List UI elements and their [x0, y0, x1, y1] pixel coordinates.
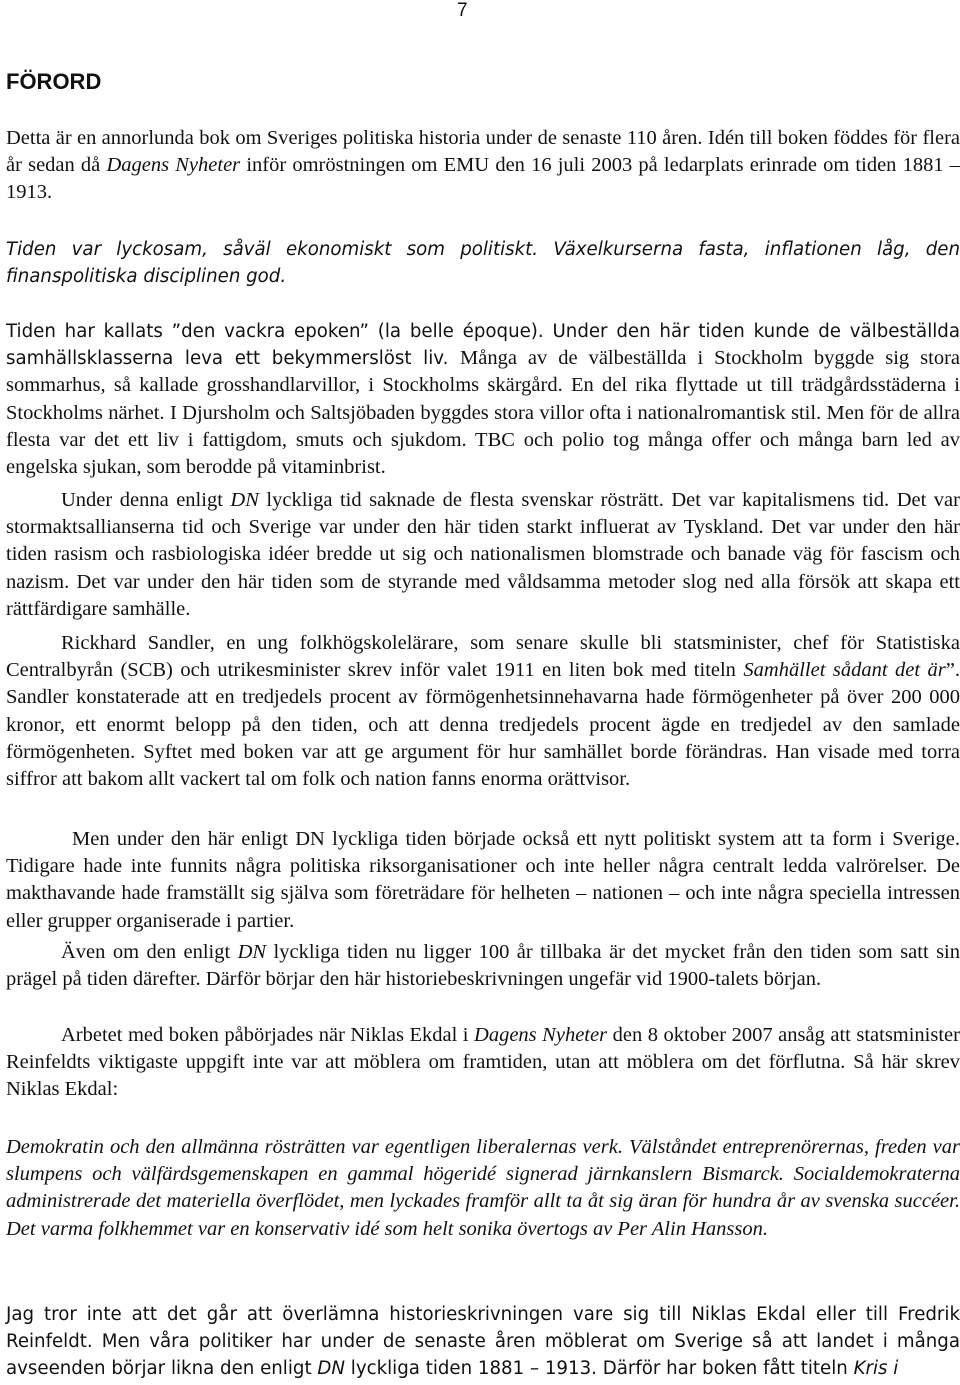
- paragraph-voting-rights-dn: DN: [230, 489, 259, 511]
- paragraph-voting-rights: [6, 487, 960, 623]
- paragraph-intro: [6, 125, 960, 207]
- paragraph-conclusion-title: Kris i: [853, 1358, 899, 1380]
- paragraph-belle-epoque-sans: Tiden har kallats ”den vackra epoken” (la belle époque). Under den här tiden kunde de välbeställda samhällsklasserna leva ett bekymmerslöst liv.: [6, 321, 960, 370]
- paragraph-sandler-a: Rickhard Sandler, en ung folkhögskolelärare, som senare skulle bli statsminister, chef för Statistiska Centralbyrån (SCB) och utrikesminister skrev inför valet 1911 en liten bok med titeln: [6, 632, 960, 682]
- paragraph-voting-rights-c: lyckliga tid saknade de flesta svenskar rösträtt. Det var kapitalismens tid. Det var stormaktsallianserna tid och Sverige var under den här tiden starkt influerat av Tyskland. Det var under den här tiden rasism och rasbiologiska idéer bredde ut sig och nationalismen blomstrade och banade väg för fascism och nazism. Det var under den här tiden som de styrande med våldsamma metoder slog ned alla försök att skapa ett rättfärdigare samhälle.: [6, 489, 960, 620]
- paragraph-legacy-dn: DN: [237, 941, 267, 963]
- paragraph-legacy-c: lyckliga tiden nu ligger 100 år tillbaka är det mycket från den tiden som satt sin prägel på tiden därefter. Därför börjar den här historiebeskrivningen ungefär vid 1900-talets början.: [6, 941, 960, 991]
- block-quote-ekdal: Demokratin och den allmänna rösträtten var egentligen liberalernas verk. Välståndet entreprenörernas, freden var slumpens och välfärdsgemenskapen en gammal högeridé signerad järnkanslern Bismarck. Socialdemokraterna administrerade det materiella överflödet, men lyckades framför allt ta åt sig äran för hundra år av svenska succéer. Det varma folkhemmet var en konservativ idé som helt sonika övertogs av Per Alin Hansson.: [6, 1136, 960, 1240]
- paragraph-belle-epoque: [6, 318, 960, 481]
- paragraph-sandler-c: ”. Sandler konstaterade att en tredjedels procent av förmögenhetsinnehavarna hade förmögenheter på över 200 000 kronor, ett enormt belopp på den tiden, och att denna tredjedels procent ägde en tredjedel av den samlade förmögenheten. Syftet med boken var att ge argument för hur samhället borde förändras. Han visade med torra siffror att bakom allt vackert tal om folk och nation fanns enorma orättvisor.: [6, 659, 960, 791]
- paragraph-intro-text-a: Detta är en annorlunda bok om Sveriges politiska historia under de senaste 110 åren. Idén till boken föddes för flera år sedan då: [6, 127, 960, 177]
- paragraph-conclusion: [6, 1301, 960, 1383]
- paragraph-ekdal-c: den 8 oktober 2007 ansåg att statsminister Reinfeldts viktigaste uppgift inte var att möblera om framtiden, utan att möblera om det förflutna. Så här skrev Niklas Ekdal:: [6, 1024, 960, 1101]
- paragraph-legacy: [6, 939, 960, 993]
- paragraph-ekdal-newspaper: Dagens Nyheter: [474, 1024, 608, 1046]
- paragraph-ekdal-a: Arbetet med boken påbörjades när Niklas Ekdal i: [61, 1024, 475, 1046]
- paragraph-conclusion-c: lyckliga tiden 1881 – 1913. Därför har boken fått titeln: [344, 1358, 854, 1380]
- paragraph-belle-epoque-serif: Många av de välbeställda i Stockholm byggde sig stora sommarhus, så kallade grosshandlarvillor, i Stockholms skärgård. En del rika flyttade ut till trädgårdsstäderna i Stockholms närhet. I Djursholm och Saltsjöbaden byggdes stora villor ofta i nationalromantisk stil. Men för de allra flesta var det ett liv i fattigdom, smuts och sjukdom. TBC och polio tog många offer och många barn led av engelska sjukan, som berodde på vitaminbrist.: [6, 347, 960, 479]
- chapter-heading: FÖRORD: [6, 69, 102, 94]
- paragraph-intro-newspaper: Dagens Nyheter: [106, 154, 241, 177]
- paragraph-political-system: Men under den här enligt DN lyckliga tiden började också ett nytt politiskt system att ta form i Sverige. Tidigare hade inte funnits några politiska riksorganisationer och inte heller några centralt ledda valrörelser. De makthavande hade framställt sig själva som företrädare för helheten – nationen – och inte några speciella intressen eller grupper organiserade i partier.: [6, 828, 960, 932]
- paragraph-sandler: [6, 630, 960, 793]
- paragraph-voting-rights-a: Under denna enligt: [61, 489, 231, 511]
- paragraph-intro-text-c: inför omröstningen om EMU den 16 juli 2003 på ledarplats erinrade om tiden 1881 – 1913.: [6, 154, 960, 204]
- paragraph-quote-editorial: Tiden var lyckosam, såväl ekonomiskt som politiskt. Växelkurserna fasta, inflationen låg, den finanspolitiska disciplinen god.: [6, 239, 960, 288]
- paragraph-conclusion-a: Jag tror inte att det går att överlämna historieskrivningen vare sig till Niklas Ekdal eller till Fredrik Reinfeldt. Men våra politiker har under de senaste åren möblerat om Sverige så att landet i många avseenden börjar likna den enligt: [6, 1304, 960, 1380]
- paragraph-legacy-a: Även om den enligt: [61, 941, 238, 963]
- paragraph-conclusion-dn: DN: [317, 1358, 345, 1380]
- page-number: 7: [457, 0, 468, 21]
- paragraph-sandler-book-title: Samhället sådant det är: [743, 659, 946, 682]
- paragraph-ekdal: [6, 1022, 960, 1104]
